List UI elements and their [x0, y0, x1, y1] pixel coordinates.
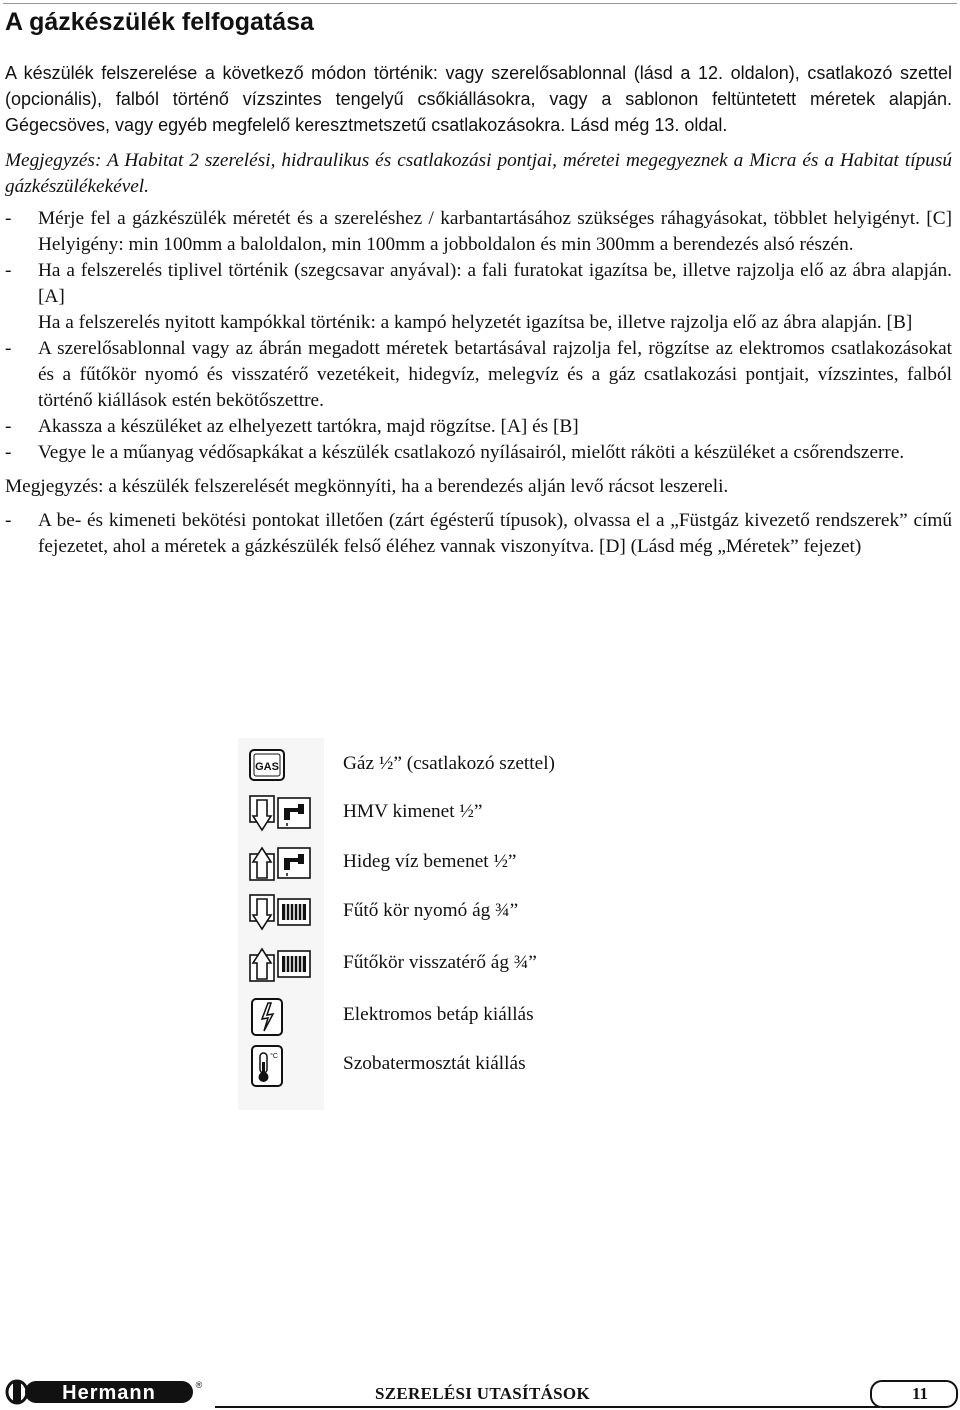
cold-water-inlet-icon	[248, 842, 312, 886]
legend-label: Hideg víz bemenet ½”	[343, 851, 517, 872]
footer-section-title: SZERELÉSI UTASÍTÁSOK	[375, 1384, 590, 1403]
legend-row	[238, 744, 698, 788]
intro-paragraph: A készülék felszerelése a következő módon történik: vagy szerelősablonnal (lásd a 12. oldalon), csatlakozó szettel (opcionális), falból történő vízszintes tengelyű csőkiállásokra, vagy a sablonon feltüntetett méretek alapján. Gégecsöves, vagy egyéb megfelelő keresztmetszetű csatlakozásokra. Lásd még 13. oldal.	[5, 63, 952, 135]
connection-legend	[238, 738, 698, 1110]
bullet-text: A szerelősablonnal vagy az ábrán megadott méretek betartásával rajzolja fel, rögzítse az elektromos csatlakozásokat és a fűtőkör nyomó és visszatérő vezetékeit, hidegvíz, melegvíz és a gáz csatlakozási pontjait, vízszintes, falból történő kiállások estén bekötőszettre.	[38, 338, 952, 411]
legend-label: Fűtő kör nyomó ág ¾”	[343, 900, 519, 921]
legend-row	[238, 1044, 698, 1088]
hot-water-outlet-icon	[248, 792, 312, 836]
bullet-text: Akassza a készüléket az elhelyezett tartókra, majd rögzítse. [A] és [B]	[38, 416, 579, 437]
hook-paragraph: Ha a felszerelés nyitott kampókkal történik: a kampó helyzetét igazítsa be, illetve rajzolja elő az ábra alapján. [B]	[38, 312, 913, 333]
top-rule	[3, 3, 957, 4]
gas-icon-label: GAS	[255, 761, 279, 773]
page-number-badge	[870, 1380, 958, 1408]
bullet-item: - Mérje fel a gázkészülék méretét és a szereléshez / karbantartásához szükséges ráhagyásokat, többlet helyigényt. [C] Helyigény: min 100mm a baloldalon, min 100mm a jobboldalon és min 300mm a berendezés alsó részén.	[5, 206, 952, 258]
legend-row	[238, 943, 698, 987]
bullet-item: - Ha a felszerelés tiplivel történik (szegcsavar anyával): a fali furatokat igazítsa be, illetve rajzolja elő az ábra alapján. [A]	[5, 258, 952, 310]
bullet-item: - Akassza a készüléket az elhelyezett tartókra, majd rögzítse. [A] és [B]	[5, 414, 952, 440]
bullet-item: - A szerelősablonnal vagy az ábrán megadott méretek betartásával rajzolja fel, rögzítse az elektromos csatlakozásokat és a fűtőkör nyomó és visszatérő vezetékeit, hidegvíz, melegvíz és a gáz csatlakozási pontjait, vízszintes, falból történő kiállások estén bekötőszettre.	[5, 336, 952, 414]
page-heading: A gázkészülék felfogatása	[5, 8, 314, 36]
legend-row	[238, 891, 698, 935]
bullet-text: Mérje fel a gázkészülék méretét és a szereléshez / karbantartásához szükséges ráhagyásokat, többlet helyigényt. [C] Helyigény: min 100mm a baloldalon, min 100mm a jobboldalon és min 300mm a berendezés alsó részén.	[38, 208, 952, 255]
bullet-text: Ha a felszerelés tiplivel történik (szegcsavar anyával): a fali furatokat igazítsa be, illetve rajzolja elő az ábra alapján. [A]	[38, 260, 952, 307]
hermann-logo	[5, 1378, 205, 1406]
registered-mark: ®	[195, 1380, 203, 1390]
legend-label: Gáz ½” (csatlakozó szettel)	[343, 753, 555, 774]
legend-label: Fűtőkör visszatérő ág ¾”	[343, 952, 537, 973]
body-text	[5, 60, 952, 560]
logo-text: Hermann	[62, 1382, 156, 1404]
page-number: 11	[911, 1384, 928, 1403]
heating-flow-icon	[248, 891, 312, 935]
bullet-text: A be- és kimeneti bekötési pontokat illetően (zárt égésterű típusok), olvassa el a „Füstgáz kivezető rendszerek” című fejezetet, ahol a méretek a gázkészülék felső éléhez vannak viszonyítva. [D] (Lásd még „Méretek” fejezet)	[38, 510, 952, 557]
footer-rule	[215, 1406, 880, 1408]
heating-return-icon	[248, 943, 312, 987]
bullet-item: - A be- és kimeneti bekötési pontokat illetően (zárt égésterű típusok), olvassa el a „Füstgáz kivezető rendszerek” című fejezetet, ahol a méretek a gázkészülék felső éléhez vannak viszonyítva. [D] (Lásd még „Méretek” fejezet)	[5, 508, 952, 560]
bullet-item: - Vegye le a műanyag védősapkákat a készülék csatlakozó nyílásairól, mielőtt ráköti a készüléket a csőrendszerre.	[5, 440, 952, 466]
legend-label: Szobatermosztát kiállás	[343, 1053, 526, 1074]
legend-label: Elektromos betáp kiállás	[343, 1004, 534, 1025]
legend-row	[238, 995, 698, 1039]
note-habitat: Megjegyzés: A Habitat 2 szerelési, hidraulikus és csatlakozási pontjai, méretei megegyeznek a Micra és a Habitat típusú gázkészülékekével.	[5, 150, 952, 197]
legend-label: HMV kimenet ½”	[343, 801, 483, 822]
room-thermostat-icon	[248, 1044, 312, 1088]
celsius-label: °C	[270, 1053, 278, 1060]
bullet-text: Vegye le a műanyag védősapkákat a készülék csatlakozó nyílásairól, mielőtt ráköti a készüléket a csőrendszerre.	[38, 442, 905, 463]
electric-supply-icon	[248, 995, 312, 1039]
note-grille: Megjegyzés: a készülék felszerelését megkönnyíti, ha a berendezés alján levő rácsot leszereli.	[5, 476, 729, 497]
legend-row	[238, 792, 698, 836]
page-footer	[0, 1372, 960, 1410]
legend-row	[238, 842, 698, 886]
gas-icon	[248, 744, 312, 788]
